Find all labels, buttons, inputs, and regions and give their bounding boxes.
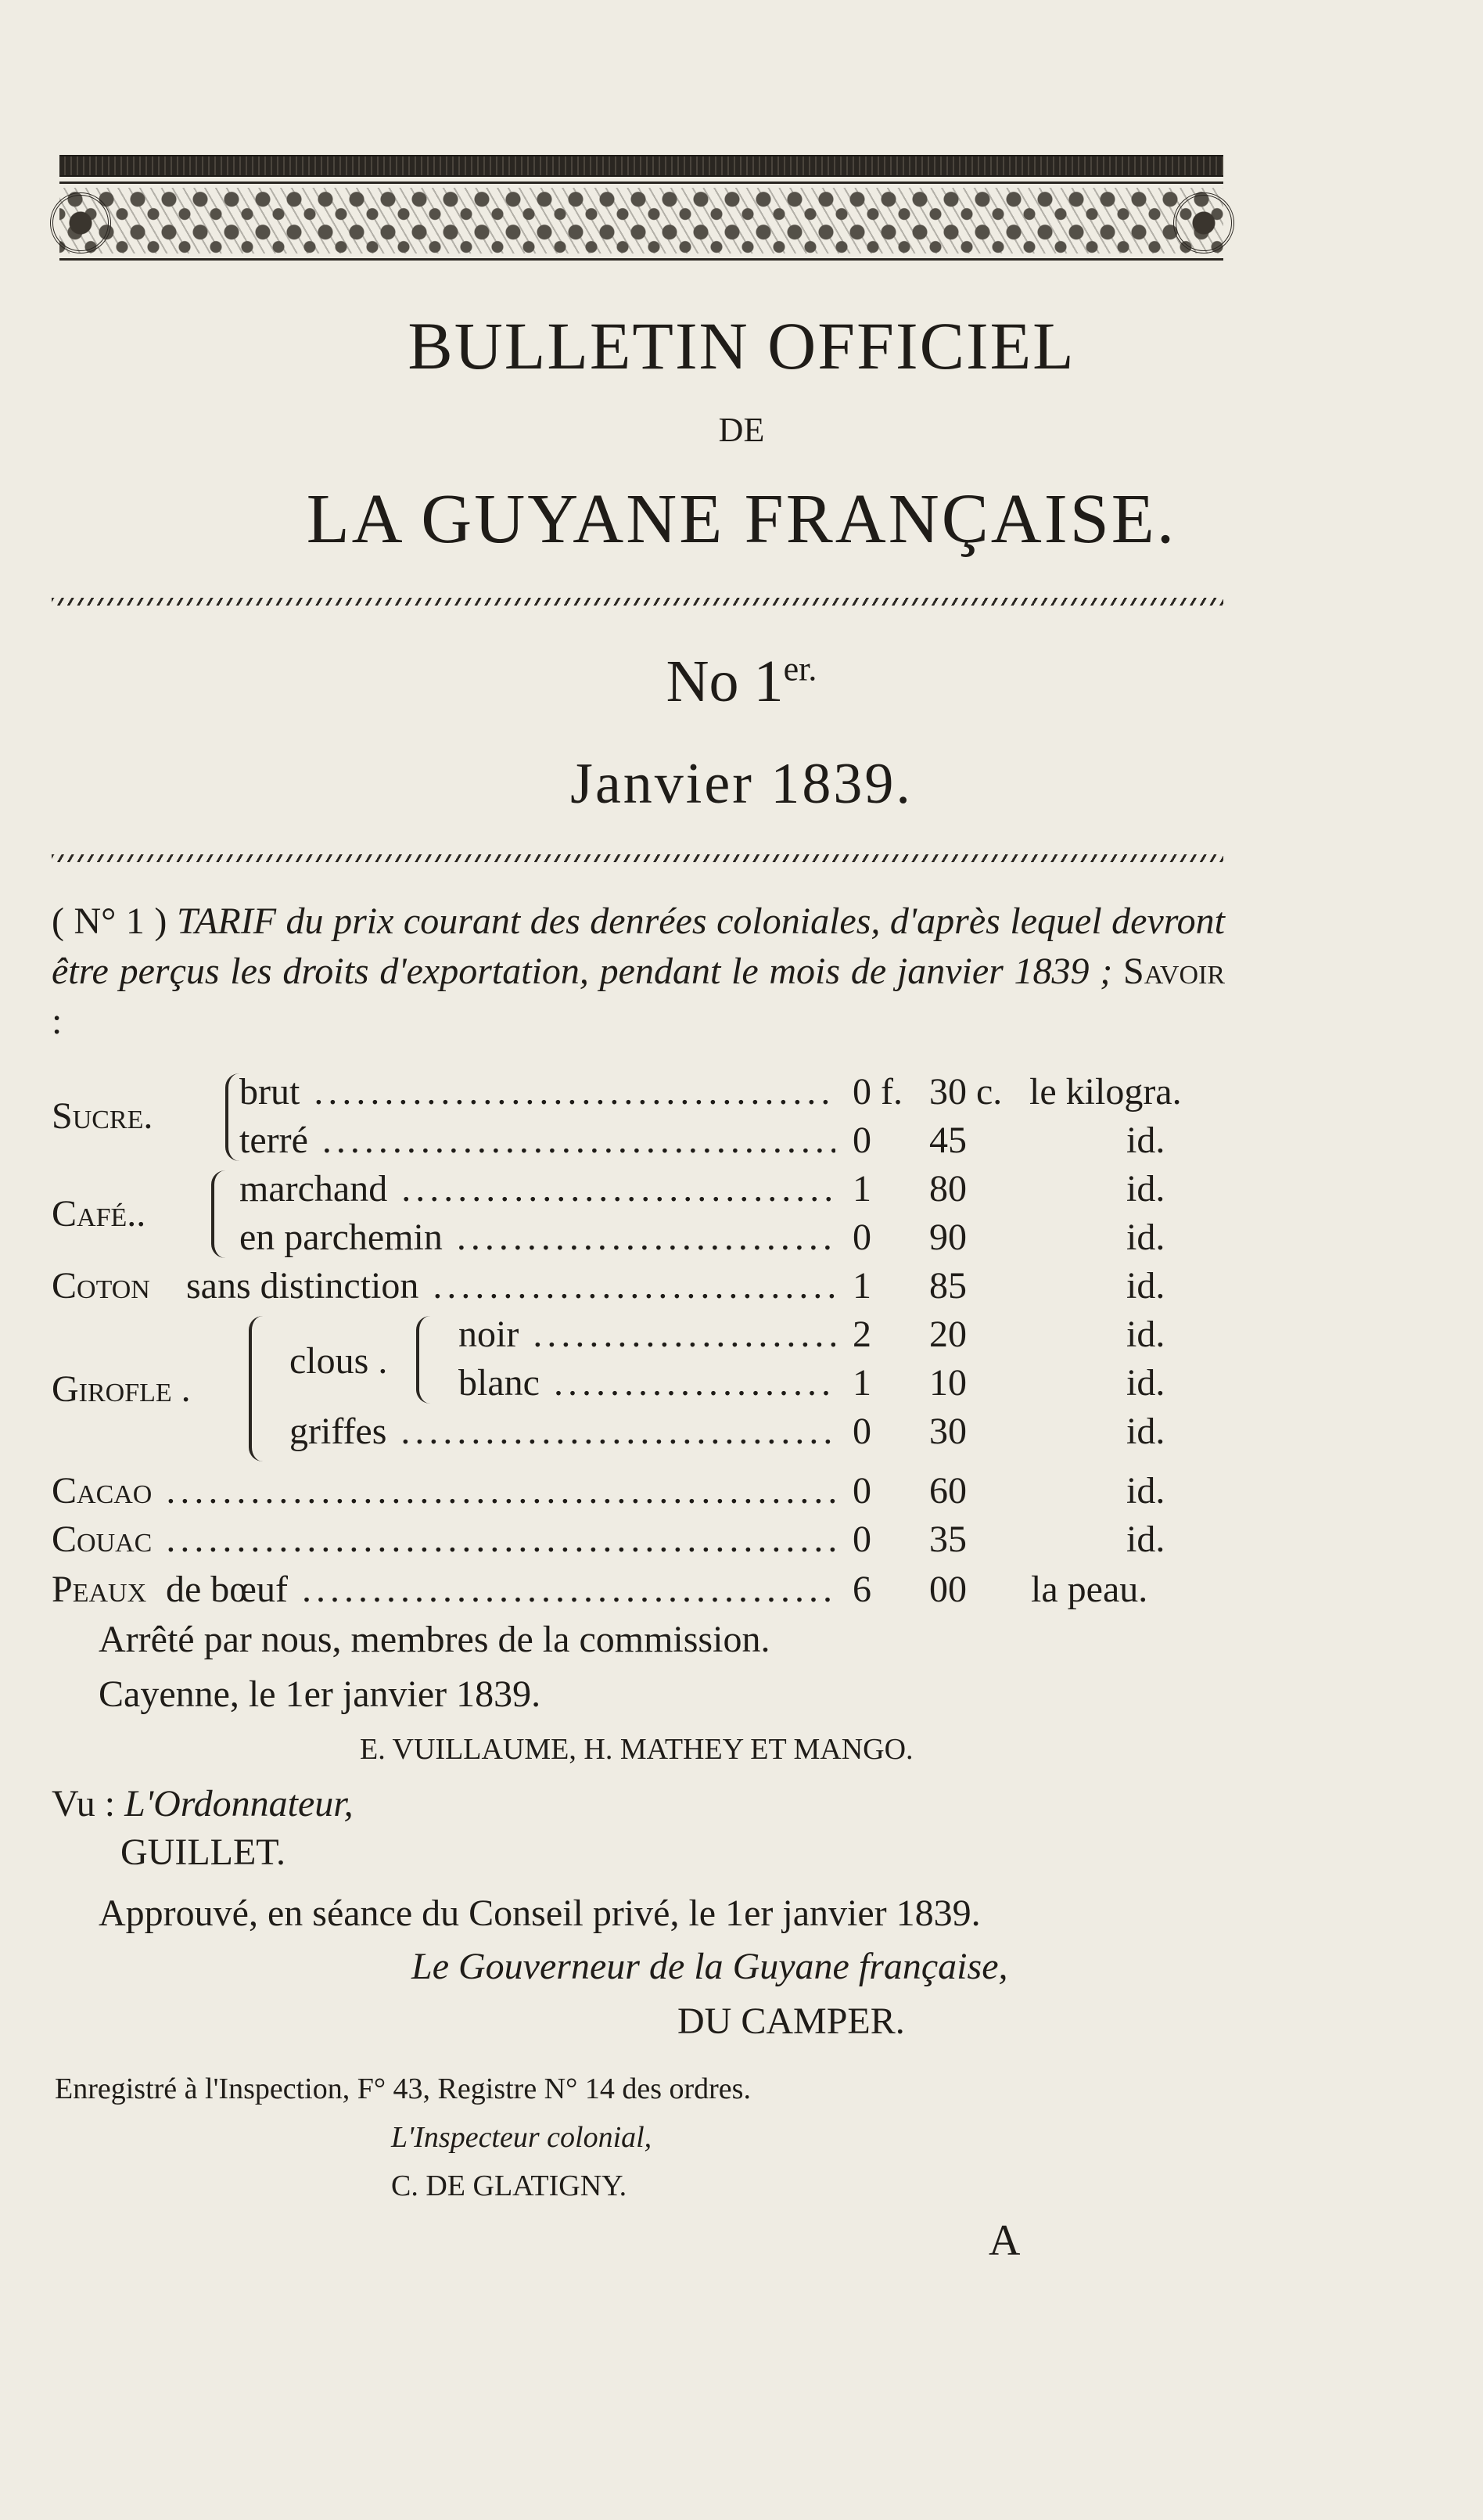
ornament-rosette-left bbox=[50, 192, 111, 253]
du-camper-signature: DU CAMPER. bbox=[677, 2001, 905, 2042]
tariff-row-peaux: Peaux de bœuf ..... 6 00 la peau. bbox=[0, 1566, 1483, 1613]
issue-date: Janvier 1839. bbox=[570, 752, 913, 816]
guyane-title: LA GUYANE FRANÇAISE. bbox=[306, 480, 1177, 558]
issue-number-value: 1 bbox=[753, 649, 784, 714]
header-ornament-band bbox=[59, 188, 1223, 253]
vu-label: Vu : bbox=[52, 1783, 125, 1824]
girofle-clous: clous . bbox=[289, 1340, 388, 1382]
title-de: DE bbox=[718, 411, 765, 449]
tariff-row-sucre-terre: terré ..... 0 45 id. bbox=[0, 1117, 1483, 1164]
header-thin-rule bbox=[59, 182, 1223, 184]
place-date: Cayenne, le 1er janvier 1839. bbox=[99, 1673, 541, 1715]
divider-wavy-2 bbox=[52, 854, 1223, 862]
tariff-row-sucre-brut: brut ..... 0 f. 30 c. le kilogra. bbox=[0, 1069, 1483, 1116]
girofle-category: Girofle . bbox=[52, 1368, 191, 1410]
divider-wavy-1 bbox=[52, 598, 1223, 606]
tariff-intro bbox=[52, 897, 1225, 1047]
ornament-rosette-right bbox=[1173, 192, 1234, 253]
glatigny-signature: C. DE GLATIGNY. bbox=[391, 2170, 627, 2202]
tariff-row-couac: Couac ..... 0 35 id. bbox=[0, 1516, 1483, 1563]
ordonnateur-title: L'Ordonnateur, bbox=[124, 1783, 354, 1824]
gouverneur-title: Le Gouverneur de la Guyane française, bbox=[411, 1946, 1008, 1987]
tariff-row-coton: Coton sans distinction ..... 1 85 id. bbox=[0, 1263, 1483, 1310]
cafe-category: Café.. bbox=[52, 1193, 146, 1235]
issue-number-sup: er. bbox=[783, 649, 817, 688]
page-signature-mark: A bbox=[989, 2216, 1021, 2265]
intro-text: TARIF du prix courant des denrées coloniales, d'après lequel devront être perçus les droits d'exportation, pendant le mois de janvier 1839 ; bbox=[52, 901, 1226, 992]
approuve-line: Approuvé, en séance du Conseil privé, le 1er janvier 1839. bbox=[99, 1893, 981, 1934]
guillet-signature: GUILLET. bbox=[120, 1832, 286, 1873]
header-thin-rule-bottom bbox=[59, 258, 1223, 261]
tariff-row-girofle-griffes: griffes ..... 0 30 id. bbox=[0, 1408, 1483, 1455]
intro-savoir: Savoir : bbox=[52, 951, 1226, 1042]
inspecteur-title: L'Inspecteur colonial, bbox=[391, 2121, 652, 2154]
tariff-row-girofle-blanc: blanc ..... 1 10 id. bbox=[0, 1360, 1483, 1407]
bulletin-title: BULLETIN OFFICIEL bbox=[408, 308, 1075, 383]
intro-number: ( N° 1 ) bbox=[52, 901, 167, 942]
header-thick-rule bbox=[59, 155, 1223, 177]
vu-ordonnateur bbox=[52, 1781, 354, 1828]
issue-number-label: No bbox=[666, 649, 739, 714]
signatories: E. VUILLAUME, H. MATHEY ET MANGO. bbox=[360, 1733, 914, 1766]
enregistre-line: Enregistré à l'Inspection, F° 43, Registre N° 14 des ordres. bbox=[55, 2072, 751, 2105]
tariff-row-cafe-parchemin: en parchemin ..... 0 90 id. bbox=[0, 1214, 1483, 1261]
sucre-category: Sucre. bbox=[52, 1095, 153, 1137]
tariff-row-girofle-noir: noir ..... 2 20 id. bbox=[0, 1311, 1483, 1358]
tariff-row-cacao: Cacao ..... 0 60 id. bbox=[0, 1468, 1483, 1515]
tariff-row-cafe-marchand: marchand ..... 1 80 id. bbox=[0, 1166, 1483, 1213]
arrete-line: Arrêté par nous, membres de la commission. bbox=[99, 1619, 770, 1660]
issue-number bbox=[0, 648, 1483, 716]
